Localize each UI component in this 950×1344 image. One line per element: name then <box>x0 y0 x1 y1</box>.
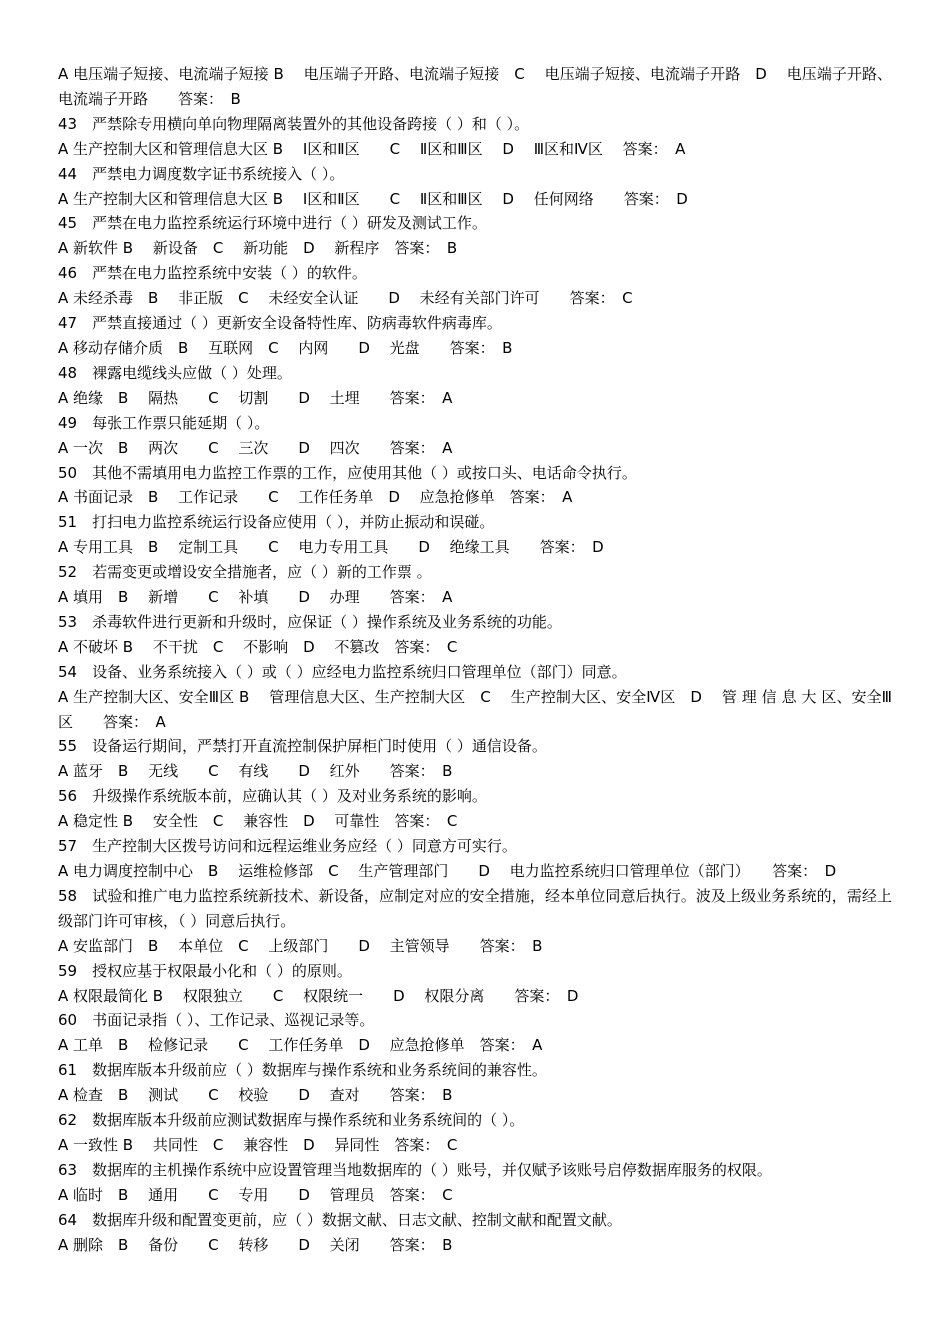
answer-options-49: A 一次 B 两次 C 三次 D 四次 答案： A <box>58 438 453 457</box>
answer-options-54: A 生产控制大区、安全Ⅲ区 B 管理信息大区、生产控制大区 C 生产控制大区、安全Ⅳ区 D 管 理 信 息 大 区、安全Ⅲ区 答案： A <box>58 687 892 731</box>
answer-options-62: A 一致性 B 共同性 C 兼容性 D 异同性 答案： C <box>58 1135 458 1154</box>
question-47: 47 严禁直接通过（ ）更新安全设备特性库、防病毒软件病毒库。 <box>58 314 502 333</box>
answer-options-59: A 权限最简化 B 权限独立 C 权限统一 D 权限分离 答案： D <box>58 986 579 1005</box>
question-48: 48 裸露电缆线头应做（ ）处理。 <box>58 363 292 382</box>
question-56: 56 升级操作系统版本前，应确认其（ ）及对业务系统的影响。 <box>58 787 487 806</box>
question-60: 60 书面记录指（ ）、工作记录、巡视记录等。 <box>58 1011 375 1030</box>
question-55: 55 设备运行期间，严禁打开直流控制保护屏柜门时使用（ ）通信设备。 <box>58 737 547 756</box>
answer-options-43: A 生产控制大区和管理信息大区 B Ⅰ区和Ⅱ区 C Ⅱ区和Ⅲ区 D Ⅲ区和Ⅳ区 答案： A <box>58 139 686 158</box>
question-43: 43 严禁除专用横向单向物理隔离装置外的其他设备跨接（ ）和（ ）。 <box>58 114 530 133</box>
answer-options-45: A 新软件 B 新设备 C 新功能 D 新程序 答案： B <box>58 239 458 258</box>
answer-options-61: A 检查 B 测试 C 校验 D 查对 答案： B <box>58 1086 453 1105</box>
question-64: 64 数据库升级和配置变更前，应（ ）数据文献、日志文献、控制文献和配置文献。 <box>58 1210 622 1229</box>
answer-options-44: A 生产控制大区和管理信息大区 B Ⅰ区和Ⅱ区 C Ⅱ区和Ⅲ区 D 任何网络 答案： D <box>58 189 688 208</box>
question-52: 52 若需变更或增设安全措施者，应（ ）新的工作票 。 <box>58 563 432 582</box>
answer-options-47: A 移动存储介质 B 互联网 C 内网 D 光盘 答案： B <box>58 338 513 357</box>
question-53: 53 杀毒软件进行更新和升级时，应保证（ ）操作系统及业务系统的功能。 <box>58 612 562 631</box>
answer-options-55: A 蓝牙 B 无线 C 有线 D 红外 答案： B <box>58 762 453 781</box>
question-62: 62 数据库版本升级前应测试数据库与操作系统和业务系统间的（ ）。 <box>58 1111 525 1130</box>
question-57: 57 生产控制大区拨号访问和远程运维业务应经（ ）同意方可实行。 <box>58 837 517 856</box>
question-61: 61 数据库版本升级前应（ ）数据库与操作系统和业务系统间的兼容性。 <box>58 1061 547 1080</box>
question-58: 58 试验和推广电力监控系统新技术、新设备，应制定对应的安全措施，经本单位同意后执行。波及上级业务系统的，需经上级部门许可审核，（ ）同意后执行。 <box>58 886 892 930</box>
answer-options-48: A 绝缘 B 隔热 C 切割 D 土埋 答案： A <box>58 388 453 407</box>
question-45: 45 严禁在电力监控系统运行环境中进行（ ）研发及测试工作。 <box>58 214 487 233</box>
question-59: 59 授权应基于权限最小化和（ ）的原则。 <box>58 961 352 980</box>
answer-options-64: A 删除 B 备份 C 转移 D 关闭 答案： B <box>58 1235 453 1254</box>
question-49: 49 每张工作票只能延期（ ）。 <box>58 413 270 432</box>
answer-options-53: A 不破坏 B 不干扰 C 不影响 D 不篡改 答案： C <box>58 637 458 656</box>
answer-options-63: A 临时 B 通用 C 专用 D 管理员 答案： C <box>58 1185 453 1204</box>
answer-options-51: A 专用工具 B 定制工具 C 电力专用工具 D 绝缘工具 答案： D <box>58 538 604 557</box>
question-51: 51 打扫电力监控系统运行设备应使用（ ），并防止振动和误碰。 <box>58 513 495 532</box>
answer-options-57: A 电力调度控制中心 B 运维检修部 C 生产管理部门 D 电力监控系统归口管理单位（部门） 答案： D <box>58 862 837 880</box>
answer-options-50: A 书面记录 B 工作记录 C 工作任务单 D 应急抢修单 答案： A <box>58 488 573 507</box>
question-46: 46 严禁在电力监控系统中安装（ ）的软件。 <box>58 264 367 283</box>
answer-options-58: A 安监部门 B 本单位 C 上级部门 D 主管领导 答案： B <box>58 936 543 955</box>
answer-options-60: A 工单 B 检修记录 C 工作任务单 D 应急抢修单 答案： A <box>58 1036 543 1055</box>
answer-options-56: A 稳定性 B 安全性 C 兼容性 D 可靠性 答案： C <box>58 812 458 831</box>
question-54: 54 设备、业务系统接入（ ）或（ ）应经电力监控系统归口管理单位（部门）同意。 <box>58 662 627 681</box>
question-50: 50 其他不需填用电力监控工作票的工作，应使用其他（ ）或按口头、电话命令执行。 <box>58 463 637 482</box>
answer-options-52: A 填用 B 新增 C 补填 D 办理 答案： A <box>58 588 453 607</box>
answer-options-42: A 电压端子短接、电流端子短接 B 电压端子开路、电流端子短接 C 电压端子短接、电流端子开路 D 电压端子开路、电流端子开路 答案： B <box>58 65 892 108</box>
question-63: 63 数据库的主机操作系统中应设置管理当地数据库的（ ）账号，并仅赋予该账号启停数据库服务的权限。 <box>58 1160 772 1179</box>
answer-options-46: A 未经杀毒 B 非正版 C 未经安全认证 D 未经有关部门许可 答案： C <box>58 289 633 308</box>
question-44: 44 严禁电力调度数字证书系统接入（ ）。 <box>58 164 345 183</box>
